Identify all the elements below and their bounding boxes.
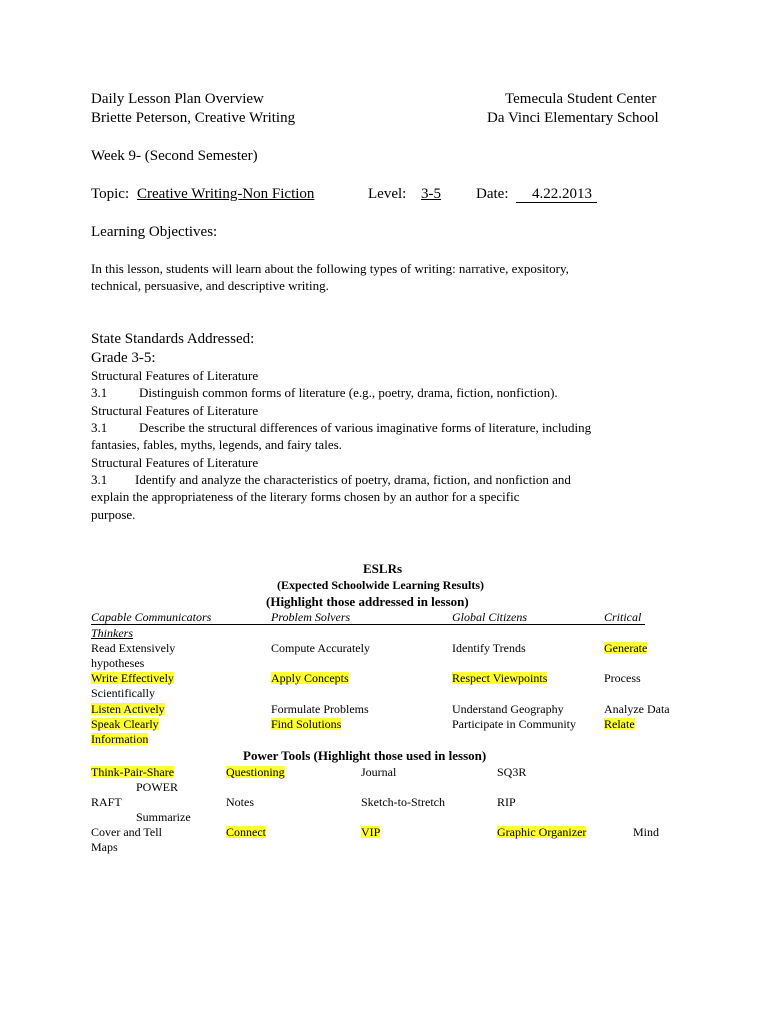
eslrs-subtitle: (Expected Schoolwide Learning Results)	[277, 578, 484, 592]
topic-label: Topic:	[91, 186, 130, 202]
objectives-text-2: technical, persuasive, and descriptive writing.	[91, 278, 329, 293]
tool-connect: Connect	[226, 825, 266, 839]
eslr-apply-concepts: Apply Concepts	[271, 671, 349, 685]
standards-heading: State Standards Addressed:	[91, 331, 255, 347]
standard-2-text-cont: fantasies, fables, myths, legends, and fairy tales.	[91, 437, 342, 452]
objectives-text-1: In this lesson, students will learn about the following types of writing: narrative, expository,	[91, 261, 569, 276]
objectives-heading: Learning Objectives:	[91, 224, 218, 240]
standards-grade: Grade 3-5:	[91, 350, 156, 366]
tool-power: POWER	[136, 780, 178, 794]
eslr-hypotheses: hypotheses	[91, 656, 145, 670]
tool-think-pair-share: Think-Pair-Share	[91, 765, 175, 779]
tool-journal: Journal	[361, 765, 397, 779]
standard-3-text-cont2: purpose.	[91, 507, 136, 522]
eslr-read-extensively: Read Extensively	[91, 641, 176, 655]
level-label: Level:	[368, 186, 407, 202]
topic-value: Creative Writing-Non Fiction	[137, 186, 315, 202]
eslrs-header-underline	[91, 624, 645, 625]
tool-vip: VIP	[361, 825, 381, 839]
header-title: Daily Lesson Plan Overview	[91, 91, 264, 107]
eslr-respect-viewpoints: Respect Viewpoints	[452, 671, 548, 685]
standard-3-text-cont: explain the appropriateness of the literary forms chosen by an author for a specific	[91, 489, 520, 504]
tool-sketch-to-stretch: Sketch-to-Stretch	[361, 795, 445, 809]
level-value: 3-5	[421, 186, 441, 202]
eslr-compute-accurately: Compute Accurately	[271, 641, 370, 655]
standard-2-text: Describe the structural differences of various imaginative forms of literature, including	[139, 420, 592, 435]
eslrs-title: ESLRs	[363, 561, 403, 576]
tool-rip: RIP	[497, 795, 516, 809]
eslr-analyze-data: Analyze Data	[604, 702, 670, 716]
eslrs-col-critical: Critical	[604, 610, 642, 624]
standard-3-title: Structural Features of Literature	[91, 455, 259, 470]
standard-1-title: Structural Features of Literature	[91, 368, 259, 383]
eslrs-col-problem-solvers: Problem Solvers	[271, 610, 351, 624]
header-school: Da Vinci Elementary School	[487, 110, 659, 126]
header-author: Briette Peterson, Creative Writing	[91, 110, 296, 126]
tool-mind: Mind	[633, 825, 660, 839]
eslrs-col-communicators: Capable Communicators	[91, 610, 212, 624]
standard-2-title: Structural Features of Literature	[91, 403, 259, 418]
standard-1-number: 3.1	[91, 385, 108, 400]
eslrs-instruction: (Highlight those addressed in lesson)	[266, 594, 469, 609]
eslr-formulate-problems: Formulate Problems	[271, 702, 369, 716]
eslr-relate: Relate	[604, 717, 635, 731]
tool-questioning: Questioning	[226, 765, 285, 779]
tool-graphic-organizer: Graphic Organizer	[497, 825, 587, 839]
tool-notes: Notes	[226, 795, 254, 809]
standard-2-number: 3.1	[91, 420, 108, 435]
eslr-write-effectively: Write Effectively	[91, 671, 174, 685]
eslr-find-solutions: Find Solutions	[271, 717, 342, 731]
eslr-speak-clearly: Speak Clearly	[91, 717, 159, 731]
date-underline	[516, 202, 597, 203]
eslr-process: Process	[604, 671, 641, 685]
eslr-listen-actively: Listen Actively	[91, 702, 165, 716]
tool-cover-and-tell: Cover and Tell	[91, 825, 162, 839]
eslr-generate: Generate	[604, 641, 648, 655]
date-label: Date:	[476, 186, 509, 202]
date-value: 4.22.2013	[532, 186, 592, 202]
tool-summarize: Summarize	[136, 810, 191, 824]
eslrs-col-global-citizens: Global Citizens	[452, 610, 528, 624]
standard-3-text: Identify and analyze the characteristics of poetry, drama, fiction, and nonfiction and	[135, 472, 571, 487]
eslrs-col-thinkers: Thinkers	[91, 626, 133, 640]
eslr-information: Information	[91, 732, 149, 746]
eslr-understand-geography: Understand Geography	[452, 702, 564, 716]
eslr-participate-community: Participate in Community	[452, 717, 576, 731]
tool-sq3r: SQ3R	[497, 765, 527, 779]
tool-maps: Maps	[91, 840, 118, 854]
eslr-identify-trends: Identify Trends	[452, 641, 526, 655]
week-line: Week 9- (Second Semester)	[91, 148, 258, 164]
eslr-scientifically: Scientifically	[91, 686, 155, 700]
standard-3-number: 3.1	[91, 472, 108, 487]
standard-1-text: Distinguish common forms of literature (e.g., poetry, drama, fiction, nonfiction).	[139, 385, 558, 400]
power-tools-heading: Power Tools (Highlight those used in lesson)	[243, 748, 487, 763]
header-center: Temecula Student Center	[505, 91, 657, 107]
tool-raft: RAFT	[91, 795, 122, 809]
